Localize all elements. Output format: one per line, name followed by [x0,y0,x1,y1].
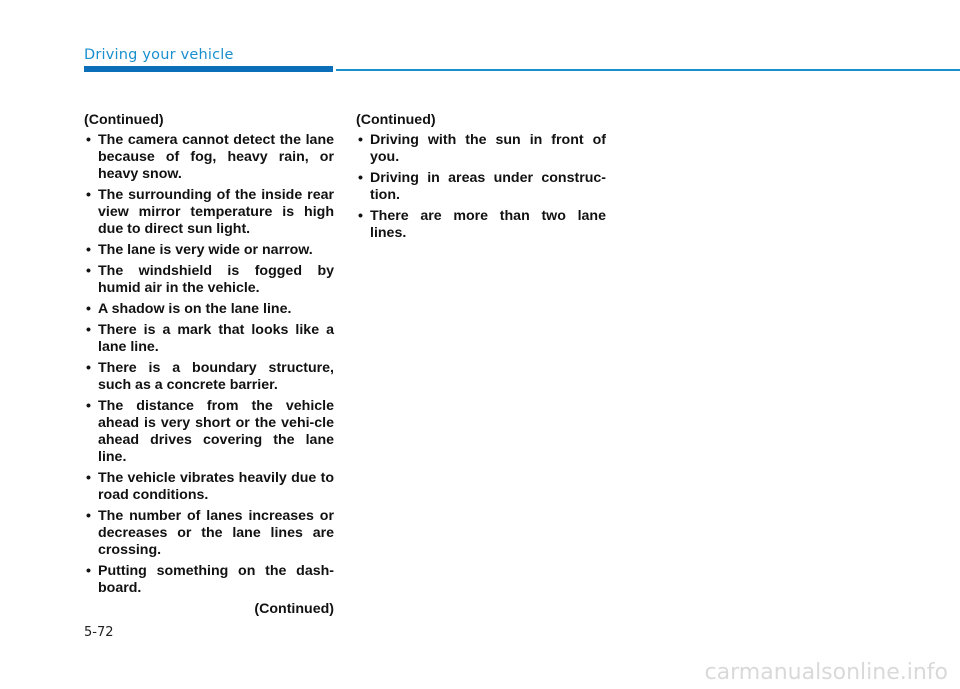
list-item: • The lane is very wide or narrow. [84,242,334,259]
header-rule-thin [336,69,960,71]
continued-footer: (Continued) [254,601,334,617]
list-item: • The vehicle vibrates heavily due to road conditions. [84,470,334,504]
page-number: 5-72 [84,625,114,640]
left-column [84,112,334,618]
header-rule-thick [84,66,333,72]
list-item: • The distance from the vehicle ahead is very short or the vehi-cle ahead drives covering the lane line. [84,398,334,466]
section-title: Driving your vehicle [84,47,234,63]
continued-heading: (Continued) [84,112,164,128]
list-item: • There are more than two lane lines. [356,208,606,242]
list-item: • Driving in areas under construc-tion. [356,170,606,204]
continued-heading: (Continued) [356,112,436,128]
list-item: • There is a boundary structure, such as a concrete barrier. [84,360,334,394]
bullet-list [356,132,606,242]
list-item: • The number of lanes increases or decreases or the lane lines are crossing. [84,508,334,559]
list-item: • Putting something on the dash-board. [84,563,334,597]
list-item: • The surrounding of the inside rear view mirror temperature is high due to direct sun light. [84,187,334,238]
list-item: • A shadow is on the lane line. [84,301,334,318]
list-item: • There is a mark that looks like a lane line. [84,322,334,356]
list-item: • The windshield is fogged by humid air in the vehicle. [84,263,334,297]
list-item: • The camera cannot detect the lane because of fog, heavy rain, or heavy snow. [84,132,334,183]
watermark-text: carmanualsonline.info [704,660,948,685]
list-item: • Driving with the sun in front of you. [356,132,606,166]
bullet-list [84,132,334,597]
right-column [356,112,606,246]
